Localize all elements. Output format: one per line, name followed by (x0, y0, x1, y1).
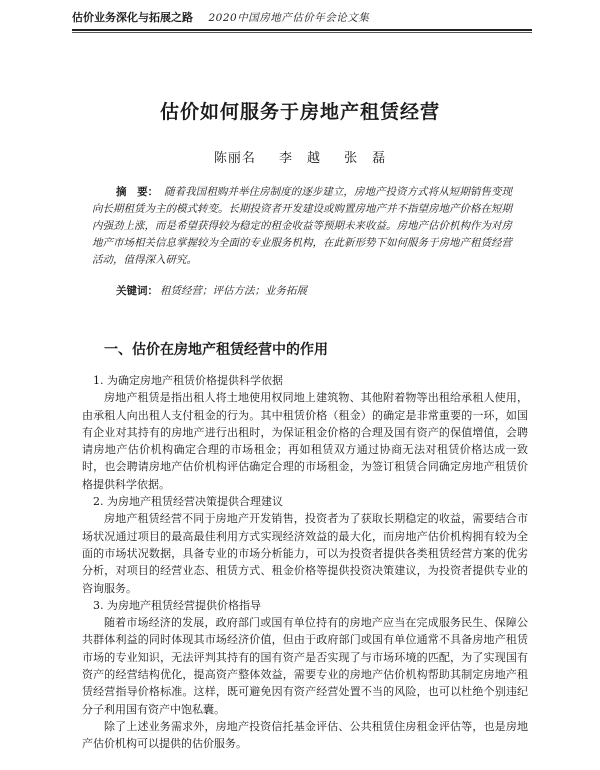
author-name: 陈丽名 (213, 151, 256, 166)
abstract (92, 184, 512, 269)
body-paragraph: 随着市场经济的发展，政府部门或国有单位持有的房地产应当在完成服务民生、保障公共群体利益的同时体现其市场经济价值，但由于政府部门或国有单位通常不具备房地产租赁市场的专业知识，无法评判其持有的国有资产是否实现了与市场环境的匹配，为了实现国有资产的经营结构优化，提高资产整体效益，需要专业的房地产估价机构帮助其制定房地产租赁经营指导价格标准。这样，既可避免因有资产经营处置不当的风险，也可以杜绝个别违纪分子利用国有资产中饱私囊。 (82, 616, 528, 716)
header-rule-thick (72, 29, 532, 31)
paper-title: 估价如何服务于房地产租赁经营 (159, 101, 440, 123)
author-name: 李 越 (278, 151, 321, 166)
running-header-left: 估价业务深化与拓展之路 (72, 11, 193, 24)
subsection-heading: 1. 为确定房地产租赁价格提供科学依据 (93, 374, 283, 387)
keywords-text: 租赁经营；评估方法；业务拓展 (160, 285, 307, 297)
subsection-heading: 3. 为房地产租赁经营提供价格指导 (93, 598, 261, 612)
body-paragraph: 除了上述业务需求外，房地产投资信托基金评估、公共租赁住房租金评估等，也是房地产估价机构可以提供的估价服务。 (82, 719, 528, 751)
header-rule-thin (72, 32, 532, 33)
running-header (72, 11, 532, 25)
body-text (82, 372, 528, 753)
author-name: 张 磊 (344, 151, 387, 166)
abstract-label: 摘 要： (116, 186, 159, 198)
running-header-right: 2020中国房地产估价年会论文集 (208, 12, 370, 24)
section-heading: 一、估价在房地产租赁经营中的作用 (104, 342, 328, 358)
body-paragraph: 房地产租赁是指出租人将土地使用权同地上建筑物、其他附着物等出租给承租人使用，由承租人向出租人支付租金的行为。其中租赁价格（租金）的确定是非常重要的一环，如国有企业对其持有的房地产进行出租时，为保证租金价格的合理及国有资产的保值增值，会聘请房地产估价机构确定合理的市场租金；再如租赁双方通过协商无法对租赁价格达成一致时，也会聘请房地产估价机构评估确定合理的市场租金，为签订租赁合同确定房地产租赁价格提供科学依据。 (82, 391, 528, 491)
keywords (116, 283, 516, 300)
keywords-label: 关键词： (116, 285, 158, 297)
abstract-text: 随着我国租购并举住房制度的逐步建立，房地产投资方式将从短期销售变现向长期租赁为主的模式转变。长期投资者开发建设或购置房地产并不指望房地产价格在短期内强劲上涨，而是希望获得较为稳定的租金收益等预期未来收益。房地产估价机构作为对房地产市场相关信息掌握较为全面的专业服务机构，在此新形势下如何服务于房地产租赁经营活动，值得深入研究。 (92, 186, 513, 266)
body-paragraph: 房地产租赁经营不同于房地产开发销售，投资者为了获取长期稳定的收益，需要结合市场状况通过项目的最高最佳利用方式实现经济效益的最大化，而房地产估价机构拥有较为全面的市场状况数据，具备专业的市场分析能力，可以为投资者提供各类租赁经营方案的优劣分析，对项目的经营业态、租赁方式、租金价格等提供投资决策建议，为投资者提供专业的咨询服务。 (82, 512, 528, 595)
subsection-heading: 2. 为房地产租赁经营决策提供合理建议 (93, 495, 283, 509)
author-list (0, 150, 600, 168)
